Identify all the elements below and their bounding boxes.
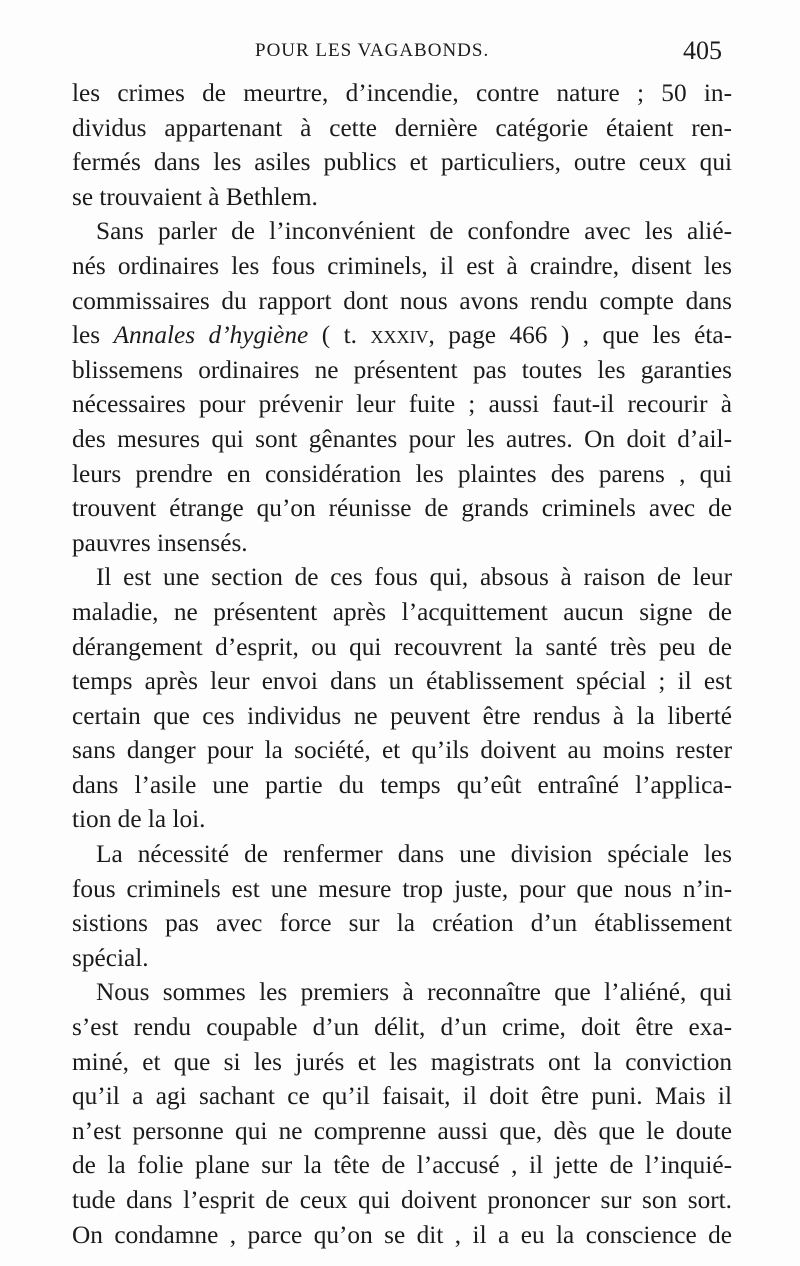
text-line: commissaires du rapport dont nous avons rendu compte dans (72, 286, 732, 315)
paragraph-1 (72, 76, 732, 214)
paragraph-3 (72, 560, 732, 837)
text-line: se trouvaient à Bethlem. (72, 182, 318, 211)
text-line: les crimes de meurtre, d’incendie, contre nature ; 50 in- (72, 79, 732, 107)
text-line: fous criminels est une mesure trop juste, pour que nous n’in- (72, 874, 732, 903)
volume-number: xxxiv (370, 321, 429, 350)
text-line: miné, et que si les jurés et les magistrats ont la conviction (72, 1047, 732, 1076)
text-line: certain que ces individus ne peuvent être rendus à la liberté (72, 701, 732, 730)
text-line: maladie, ne présentent après l’acquittement aucun signe de (72, 597, 732, 626)
paragraph-2 (72, 214, 732, 560)
text-line: sistions pas avec force sur la création d’un établissement (72, 909, 732, 938)
citation-prefix: les (72, 321, 114, 350)
page-header (0, 34, 800, 74)
text-line: spécial. (72, 943, 149, 972)
text-line: sans danger pour la société, et qu’ils doivent au moins rester (72, 736, 732, 765)
paragraph-4 (72, 837, 732, 975)
page-number: 405 (683, 36, 722, 65)
text-line: nécessaires pour prévenir leur fuite ; aussi faut-il recourir à (72, 390, 732, 419)
text-line: tion de la loi. (72, 805, 206, 834)
text-line: dans l’asile une partie du temps qu’eût entraîné l’applica- (72, 770, 732, 799)
text-line: des mesures qui sont gênantes pour les autres. On doit d’ail- (72, 424, 732, 453)
text-line: s’est rendu coupable d’un délit, d’un crime, doit être exa- (72, 1013, 732, 1042)
text-line: tude dans l’esprit de ceux qui doivent prononcer sur son sort. (72, 1186, 732, 1214)
citation-open: ( t. (308, 321, 371, 350)
text-line: Nous sommes les premiers à reconnaître que l’aliéné, qui (96, 978, 732, 1007)
journal-title: Annales d’hygiène (113, 321, 309, 350)
text-line: dérangement d’esprit, ou qui recouvrent la santé très peu de (72, 632, 732, 661)
running-head: POUR LES VAGABONDS. (255, 40, 490, 61)
text-line: qu’il a agi sachant ce qu’il faisait, il doit être puni. Mais il (72, 1082, 732, 1111)
citation-rest: , page 466 ) , que les éta- (428, 321, 733, 350)
text-line: leurs prendre en considération les plaintes des parens , qui (72, 459, 732, 488)
text-line: trouvent étrange qu’on réunisse de grands criminels avec de (72, 494, 732, 523)
text-line: de la folie plane sur la tête de l’accusé , il jette de l’inquié- (72, 1151, 732, 1180)
text-line: On condamne , parce qu’on se dit , il a eu la conscience de (72, 1220, 732, 1249)
text-line: n’est personne qui ne comprenne aussi que, dès que le doute (72, 1116, 732, 1145)
text-line: nés ordinaires les fous criminels, il est à craindre, disent les (72, 251, 732, 280)
body-text (72, 76, 732, 1252)
text-line: Il est une section de ces fous qui, absous à raison de leur (96, 563, 732, 592)
text-line: dividus appartenant à cette dernière catégorie étaient ren- (72, 113, 732, 142)
text-line: La nécessité de renfermer dans une division spéciale les (96, 840, 732, 869)
text-line: fermés dans les asiles publics et particuliers, outre ceux qui (72, 148, 732, 177)
paragraph-5 (72, 975, 732, 1252)
text-line: blissemens ordinaires ne présentent pas toutes les garanties (72, 355, 732, 384)
text-line: temps après leur envoi dans un établissement spécial ; il est (72, 667, 732, 696)
text-line: Sans parler de l’inconvénient de confondre avec les alié- (96, 217, 732, 246)
text-line-citation (72, 318, 732, 353)
text-line: pauvres insensés. (72, 528, 248, 557)
